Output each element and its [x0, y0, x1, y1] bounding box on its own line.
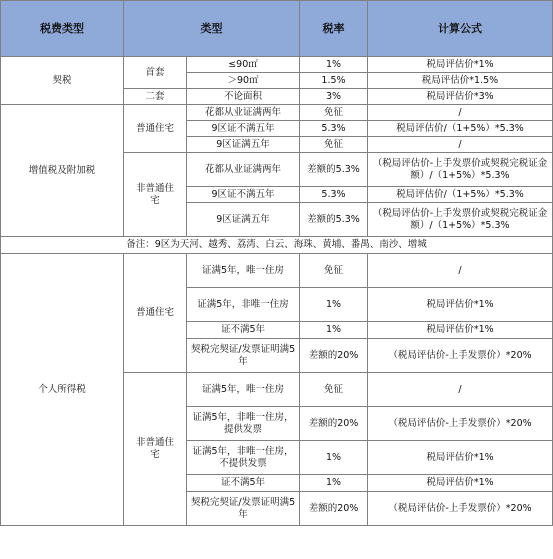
cell-condition: 不论面积 — [187, 89, 300, 105]
cell-condition: ＞90㎡ — [187, 73, 300, 89]
cell-rate: 5.3% — [300, 187, 368, 203]
cell-rate: 免征 — [300, 137, 368, 153]
cell-formula: 税局评估价*1.5% — [368, 73, 553, 89]
header-tax-type: 税费类型 — [1, 1, 124, 57]
cell-condition: 9区证不满五年 — [187, 187, 300, 203]
cell-formula: （税局评估价-上手发票价）*20% — [368, 339, 553, 373]
table-row — [1, 57, 553, 73]
cell-condition: 契税完契证/发票证明满5年 — [187, 339, 300, 373]
cell-condition: 花都从业证满两年 — [187, 105, 300, 121]
table-row — [1, 105, 553, 121]
cell-rate: 差额的20% — [300, 339, 368, 373]
cell-formula: / — [368, 137, 553, 153]
cell-rate: 1% — [300, 288, 368, 322]
cell-formula: 税局评估价*1% — [368, 288, 553, 322]
cell-formula: （税局评估价-上手发票价或契税完税证金额）/（1+5%）*5.3% — [368, 203, 553, 237]
cell-condition: ≤90㎡ — [187, 57, 300, 73]
cell-condition: 证满5年，非唯一住房，不提供发票 — [187, 441, 300, 475]
cell-rate: 差额的5.3% — [300, 153, 368, 187]
cell-condition: 9区证满五年 — [187, 137, 300, 153]
note-row — [1, 237, 553, 254]
header-rate: 税率 — [300, 1, 368, 57]
category-deed-tax: 契税 — [1, 57, 124, 105]
cell-condition: 9区证满五年 — [187, 203, 300, 237]
cell-rate: 差额的20% — [300, 492, 368, 526]
cell-formula: 税局评估价/（1+5%）*5.3% — [368, 187, 553, 203]
cell-rate: 差额的5.3% — [300, 203, 368, 237]
note-text: 备注：9区为天河、越秀、荔湾、白云、海珠、黄埔、番禺、南沙、增城 — [1, 237, 553, 254]
income-ordinary: 普通住宅 — [124, 254, 187, 373]
cell-condition: 证满5年，非唯一住房 — [187, 288, 300, 322]
cell-formula: （税局评估价-上手发票价）*20% — [368, 492, 553, 526]
cell-formula: 税局评估价*1% — [368, 57, 553, 73]
cell-rate: 免征 — [300, 373, 368, 407]
vat-non-ordinary: 非普通住 宅 — [124, 153, 187, 237]
cell-rate: 1.5% — [300, 73, 368, 89]
cell-formula: 税局评估价*1% — [368, 475, 553, 492]
cell-rate: 1% — [300, 322, 368, 339]
cell-condition: 证满5年，唯一住房 — [187, 373, 300, 407]
cell-condition: 9区证不满五年 — [187, 121, 300, 137]
vat-ordinary: 普通住宅 — [124, 105, 187, 153]
cell-condition: 证不满5年 — [187, 322, 300, 339]
deed-first-home: 首套 — [124, 57, 187, 89]
cell-condition: 花都从业证满两年 — [187, 153, 300, 187]
cell-rate: 1% — [300, 441, 368, 475]
cell-rate: 1% — [300, 57, 368, 73]
cell-formula: 税局评估价/（1+5%）*5.3% — [368, 121, 553, 137]
cell-formula: （税局评估价-上手发票价）*20% — [368, 407, 553, 441]
cell-formula: / — [368, 254, 553, 288]
cell-condition: 证满5年，唯一住房 — [187, 254, 300, 288]
category-income-tax: 个人所得税 — [1, 254, 124, 526]
cell-rate: 5.3% — [300, 121, 368, 137]
header-type: 类型 — [124, 1, 300, 57]
cell-formula: / — [368, 105, 553, 121]
table-row — [1, 254, 553, 288]
cell-rate: 差额的20% — [300, 407, 368, 441]
cell-condition: 契税完契证/发票证明满5年 — [187, 492, 300, 526]
cell-formula: 税局评估价*1% — [368, 322, 553, 339]
header-row — [1, 1, 553, 57]
category-vat: 增值税及附加税 — [1, 105, 124, 237]
cell-formula: （税局评估价-上手发票价或契税完税证金额）/（1+5%）*5.3% — [368, 153, 553, 187]
cell-rate: 3% — [300, 89, 368, 105]
income-non-ordinary: 非普通住 宅 — [124, 373, 187, 526]
cell-rate: 免征 — [300, 105, 368, 121]
cell-formula: 税局评估价*1% — [368, 441, 553, 475]
header-formula: 计算公式 — [368, 1, 553, 57]
cell-condition: 证不满5年 — [187, 475, 300, 492]
cell-formula: 税局评估价*3% — [368, 89, 553, 105]
deed-second-home: 二套 — [124, 89, 187, 105]
cell-condition: 证满5年，非唯一住房，提供发票 — [187, 407, 300, 441]
cell-rate: 免征 — [300, 254, 368, 288]
cell-rate: 1% — [300, 475, 368, 492]
cell-formula: / — [368, 373, 553, 407]
